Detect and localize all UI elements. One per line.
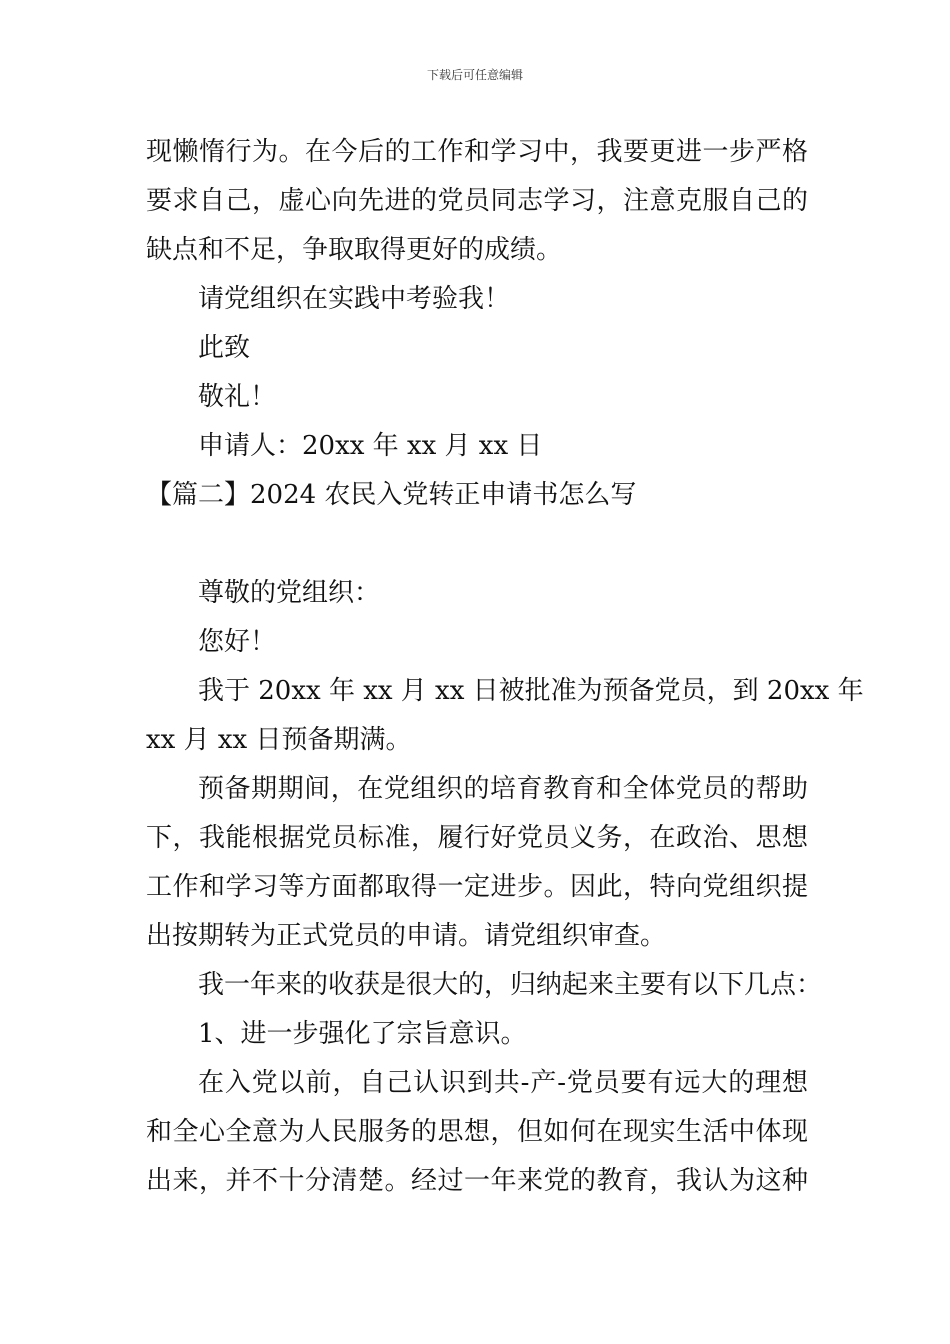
signature-line: 申请人：20xx 年 xx 月 xx 日: [198, 431, 543, 461]
paragraph-line: 和全心全意为人民服务的思想，但如何在现实生活中体现: [146, 1117, 808, 1147]
paragraph-line: 出来，并不十分清楚。经过一年来党的教育，我认为这种: [146, 1166, 808, 1196]
paragraph-line: 工作和学习等方面都取得一定进步。因此，特向党组织提: [146, 872, 808, 902]
greeting-line: 尊敬的党组织：: [198, 578, 381, 608]
paragraph-line: 下，我能根据党员标准，履行好党员义务，在政治、思想: [146, 823, 808, 853]
paragraph-line: 我一年来的收获是很大的，归纳起来主要有以下几点：: [198, 970, 823, 1000]
paragraph-line: 现懒惰行为。在今后的工作和学习中，我要更进一步严格: [146, 137, 808, 167]
paragraph-line: 缺点和不足，争取取得更好的成绩。: [146, 235, 563, 265]
paragraph-line: 请党组织在实践中考验我！: [198, 284, 511, 314]
paragraph-line: 在入党以前，自己认识到共-产-党员要有远大的理想: [198, 1068, 808, 1098]
section-heading: 【篇二】2024 农民入党转正申请书怎么写: [146, 480, 637, 510]
paragraph-line: 我于 20xx 年 xx 月 xx 日被批准为预备党员，到 20xx 年: [198, 676, 864, 706]
closing-line: 此致: [198, 333, 251, 363]
salutation-line: 敬礼！: [198, 382, 277, 412]
document-body: [146, 128, 864, 1206]
blank-line: [146, 520, 808, 569]
greeting-line: 您好！: [198, 627, 277, 657]
paragraph-line: 要求自己，虚心向先进的党员同志学习，注意克服自己的: [146, 186, 808, 216]
paragraph-line: 出按期转为正式党员的申请。请党组织审查。: [146, 921, 667, 951]
paragraph-line: 预备期期间，在党组织的培育教育和全体党员的帮助: [198, 774, 808, 804]
paragraph-line: xx 月 xx 日预备期满。: [146, 725, 412, 755]
header-note: 下载后可任意编辑: [426, 68, 523, 82]
list-item: 1、进一步强化了宗旨意识。: [198, 1019, 527, 1049]
